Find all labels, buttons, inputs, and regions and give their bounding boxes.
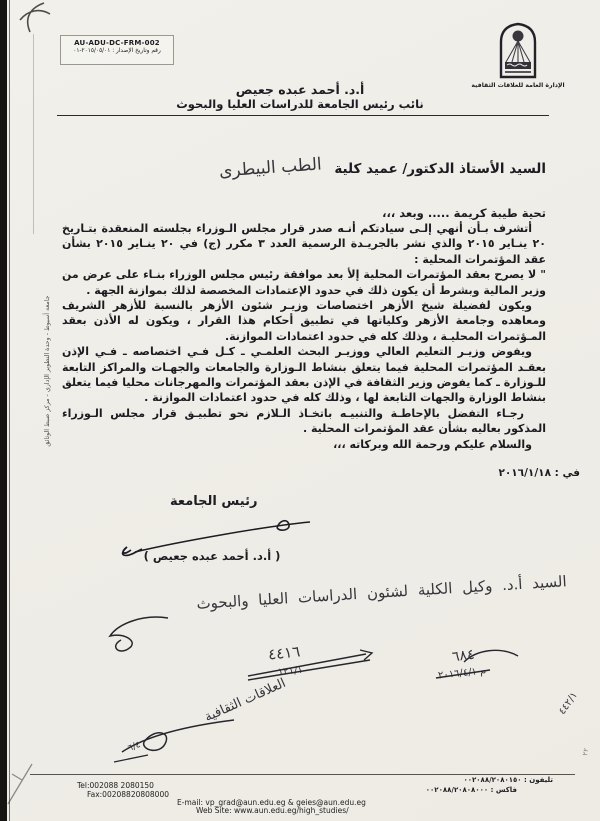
body-paragraph: ويفوض وزيـر التعليم العالي ووزيـر البحث العلمـي ـ كـل فـي اختصاصه ـ فـي الإذن بعقـد المؤتمرات المحلية فيما يتعلق بنشاط الـوزارة والجامعات والجهـات والمراكز التابعة للـوزارة ـ كما يفوض وزير الثقافة في الإذن بعقد المؤتمرات والمهرجانات محليا فيما يتعلق بنشاط الوزارة والجهات التابعة لها ، وذلك كله في حدود اعتمادات الموازنة . <box>62 345 546 405</box>
routing-mark-arrow <box>246 644 380 684</box>
corner-tick-icon <box>2 760 38 808</box>
routing-mark-right-number: ٦٨٤ <box>451 646 476 666</box>
letterhead-title: نائب رئيس الجامعة للدراسات العليا والبحوث <box>176 97 424 111</box>
routing-mark-left-number: ٤٤١٦ <box>267 642 302 664</box>
body-paragraph: أتشرف بـأن أنهي إلـى سيادتكم أنـه صدر قرار مجلس الـوزراء بجلسته المنعقدة بتـاريخ ٢٠ ينـاير ٢٠١٥ والذي نشر بالجريـدة الرسمية العدد ٣ مكرر (ج) في ٢٠ ينـاير ٢٠١٥ بشأن عقد المؤتمرات المحلية : <box>62 222 546 266</box>
letter-date: في : ٢٠١٦/١/١٨ <box>498 467 580 479</box>
dept-note-handwritten: العلاقات الثقافية <box>202 675 289 726</box>
fold-line <box>33 34 34 234</box>
dept-note-date: ٦/٤ <box>126 739 143 755</box>
body-paragraph: " لا يصرح بعقد المؤتمرات المحلية إلأ بعد موافقة رئيس مجلس الوزراء بنـاء على عرض من وزير المالية وبشرط أن يكون ذلك في حدود الإعتمادات المخصصة لذلك بموازنة الجهة . <box>62 268 546 297</box>
addressee-line <box>62 154 546 182</box>
header-rule <box>57 115 549 116</box>
edge-mark-handwritten: ٤٤٢/١ <box>556 690 581 717</box>
footer-email: E-mail: vp_grad@aun.edu.eg & geies@aun.edu.eg <box>177 798 366 807</box>
margin-control-text: جامعة أسيوط - وحدة التطوير الإداري - مركز ضبط الوثائق <box>44 295 51 447</box>
body-paragraph: رجـاء التفضل بالإحاطـة والتنبيـه باتخـاذ الـلازم نحو تطبيـق قرار مجلس الـوزراء المذكور بعاليه بشأن عقد المؤتمرات المحلية . <box>62 406 546 436</box>
corner-mark-handwritten: ٢٢ <box>581 747 591 757</box>
office-caption: الإدارة العامة للعلاقات الثقافية <box>471 82 565 89</box>
body-paragraph: ويكون لفضيلة شيخ الأزهر اختصاصات وزيـر شئون الأزهر بالنسبة للأزهر الشريف ومعاهده وجامعة الأزهر وكلياتها في تطبيق أحكام هذا القرار ، ويكون له الأذن بعقد المـؤتمرات المحليـة ، وذلك كله في حدود اعتمادات الموازنة. <box>62 299 546 343</box>
letterhead-name: أ.د. أحمد عبده جعيص <box>235 82 365 97</box>
form-code-box <box>60 35 174 65</box>
addressee-handwritten: الطب البيطرى <box>218 154 323 182</box>
footer-fax-en: Fax:00208820808000 <box>87 790 169 799</box>
letter-body <box>62 221 546 452</box>
greeting-line: تحية طيبة كريمة ..... وبعد ،،، <box>382 206 546 220</box>
footer-tel-en: Tel:002088 2080150 <box>77 781 154 790</box>
corner-pen-mark-icon <box>10 0 54 36</box>
footer-tel-ar: تليفون : ٠٠٢٠٨٨/٢٠٨٠١٥٠ <box>463 776 553 784</box>
scan-edge <box>0 0 7 821</box>
form-code: AU-ADU-DC-FRM-002 <box>74 39 160 47</box>
routing-mark-left-date: ١٢١/١ <box>277 664 304 679</box>
president-title: رئيس الجامعة <box>170 494 258 509</box>
body-paragraph: والسلام عليكم ورحمة الله وبركاته ،،، <box>333 437 532 451</box>
university-emblem-icon <box>494 20 542 80</box>
footer-fax-ar: فاكس : ٠٠٢٠٨٨/٢٠٨٠٨٠٠٠ <box>425 786 517 794</box>
footer-rule <box>30 774 575 775</box>
routing-note-swoosh <box>104 610 174 658</box>
routing-mark-right-date: م ٢٠١٦/٤/١ <box>437 665 487 682</box>
president-name: ( أ.د. أحمد عبده جعيص ) <box>143 549 281 563</box>
routing-note-handwritten: السيد أ.د. وكيل الكلية لشئون الدراسات العليا والبحوث <box>195 572 568 613</box>
dept-signature <box>110 710 244 768</box>
footer-website: Web Site: www.aun.edu.eg/high_studies/ <box>196 806 349 815</box>
scan-edge-line <box>9 0 10 821</box>
addressee-printed: السيد الأستاذ الدكتور/ عميد كلية <box>334 161 546 177</box>
form-issue-date: رقم وتاريخ الإصدار : ٢٠١٥/٠٥/٠١-٠١ <box>73 48 161 55</box>
